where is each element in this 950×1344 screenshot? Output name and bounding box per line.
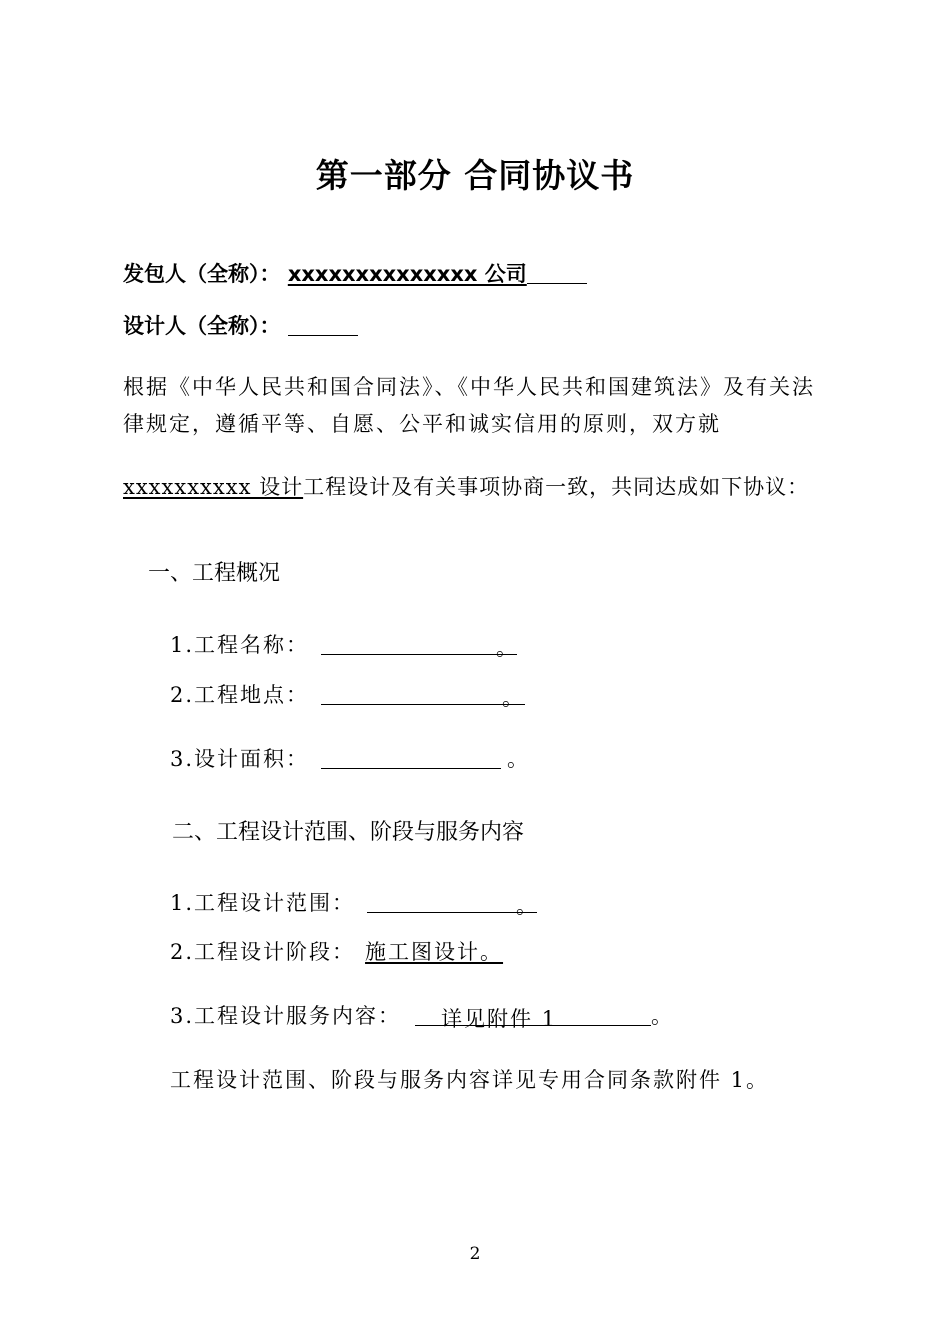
project-name-blank bbox=[321, 632, 518, 660]
design-service-value: 详见附件 1 bbox=[441, 1007, 558, 1031]
intro-line-3 bbox=[123, 471, 809, 501]
project-location-item bbox=[170, 679, 525, 709]
design-scope-suffix: 。 bbox=[516, 894, 538, 918]
design-service-suffix: 。 bbox=[651, 1004, 673, 1028]
project-location-suffix: 。 bbox=[502, 686, 524, 710]
section-2-heading: 二、工程设计范围、阶段与服务内容 bbox=[172, 820, 525, 845]
design-area-suffix: 。 bbox=[507, 747, 529, 771]
design-scope-label: 1.工程设计范围： bbox=[170, 891, 356, 915]
section-1-heading: 一、工程概况 bbox=[148, 561, 281, 586]
design-stage-item bbox=[170, 936, 503, 966]
intro-line-1: 根据《中华人民共和国合同法》、《中华人民共和国建筑法》及有关法 bbox=[123, 375, 815, 399]
design-scope-blank bbox=[367, 890, 538, 918]
project-location-label: 2.工程地点： bbox=[170, 683, 310, 707]
design-area-label: 3.设计面积： bbox=[170, 747, 310, 771]
employer-blank-line bbox=[527, 263, 587, 284]
employer-value: xxxxxxxxxxxxxx 公司 bbox=[287, 262, 527, 286]
designer-label: 设计人（全称）： bbox=[123, 314, 281, 338]
project-location-blank bbox=[321, 682, 525, 710]
project-name-label: 1.工程名称： bbox=[170, 633, 310, 657]
employer-line bbox=[123, 258, 587, 288]
design-scope-item bbox=[170, 887, 537, 917]
project-name-suffix: 。 bbox=[496, 636, 518, 660]
section-2-note: 工程设计范围、阶段与服务内容详见专用合同条款附件 1。 bbox=[170, 1068, 770, 1092]
design-area-item bbox=[170, 743, 528, 773]
design-area-blank bbox=[321, 746, 501, 769]
design-service-label: 3.工程设计服务内容： bbox=[170, 1004, 402, 1028]
design-stage-value: 施工图设计。 bbox=[365, 940, 504, 964]
page-number: 2 bbox=[469, 1244, 481, 1264]
design-service-blank bbox=[415, 1003, 651, 1031]
project-name-item bbox=[170, 629, 517, 659]
intro-line-2: 律规定，遵循平等、自愿、公平和诚实信用的原则，双方就 bbox=[123, 412, 721, 436]
designer-blank-line bbox=[288, 315, 358, 336]
project-reference: xxxxxxxxxx 设计 bbox=[123, 475, 304, 499]
page-title: 第一部分 合同协议书 bbox=[315, 156, 635, 195]
design-service-item bbox=[170, 1000, 672, 1030]
intro-line-3-rest: 工程设计及有关事项协商一致，共同达成如下协议： bbox=[303, 475, 810, 499]
employer-label: 发包人（全称）： bbox=[123, 262, 281, 286]
design-stage-label: 2.工程设计阶段： bbox=[170, 940, 356, 964]
designer-line bbox=[123, 310, 358, 340]
